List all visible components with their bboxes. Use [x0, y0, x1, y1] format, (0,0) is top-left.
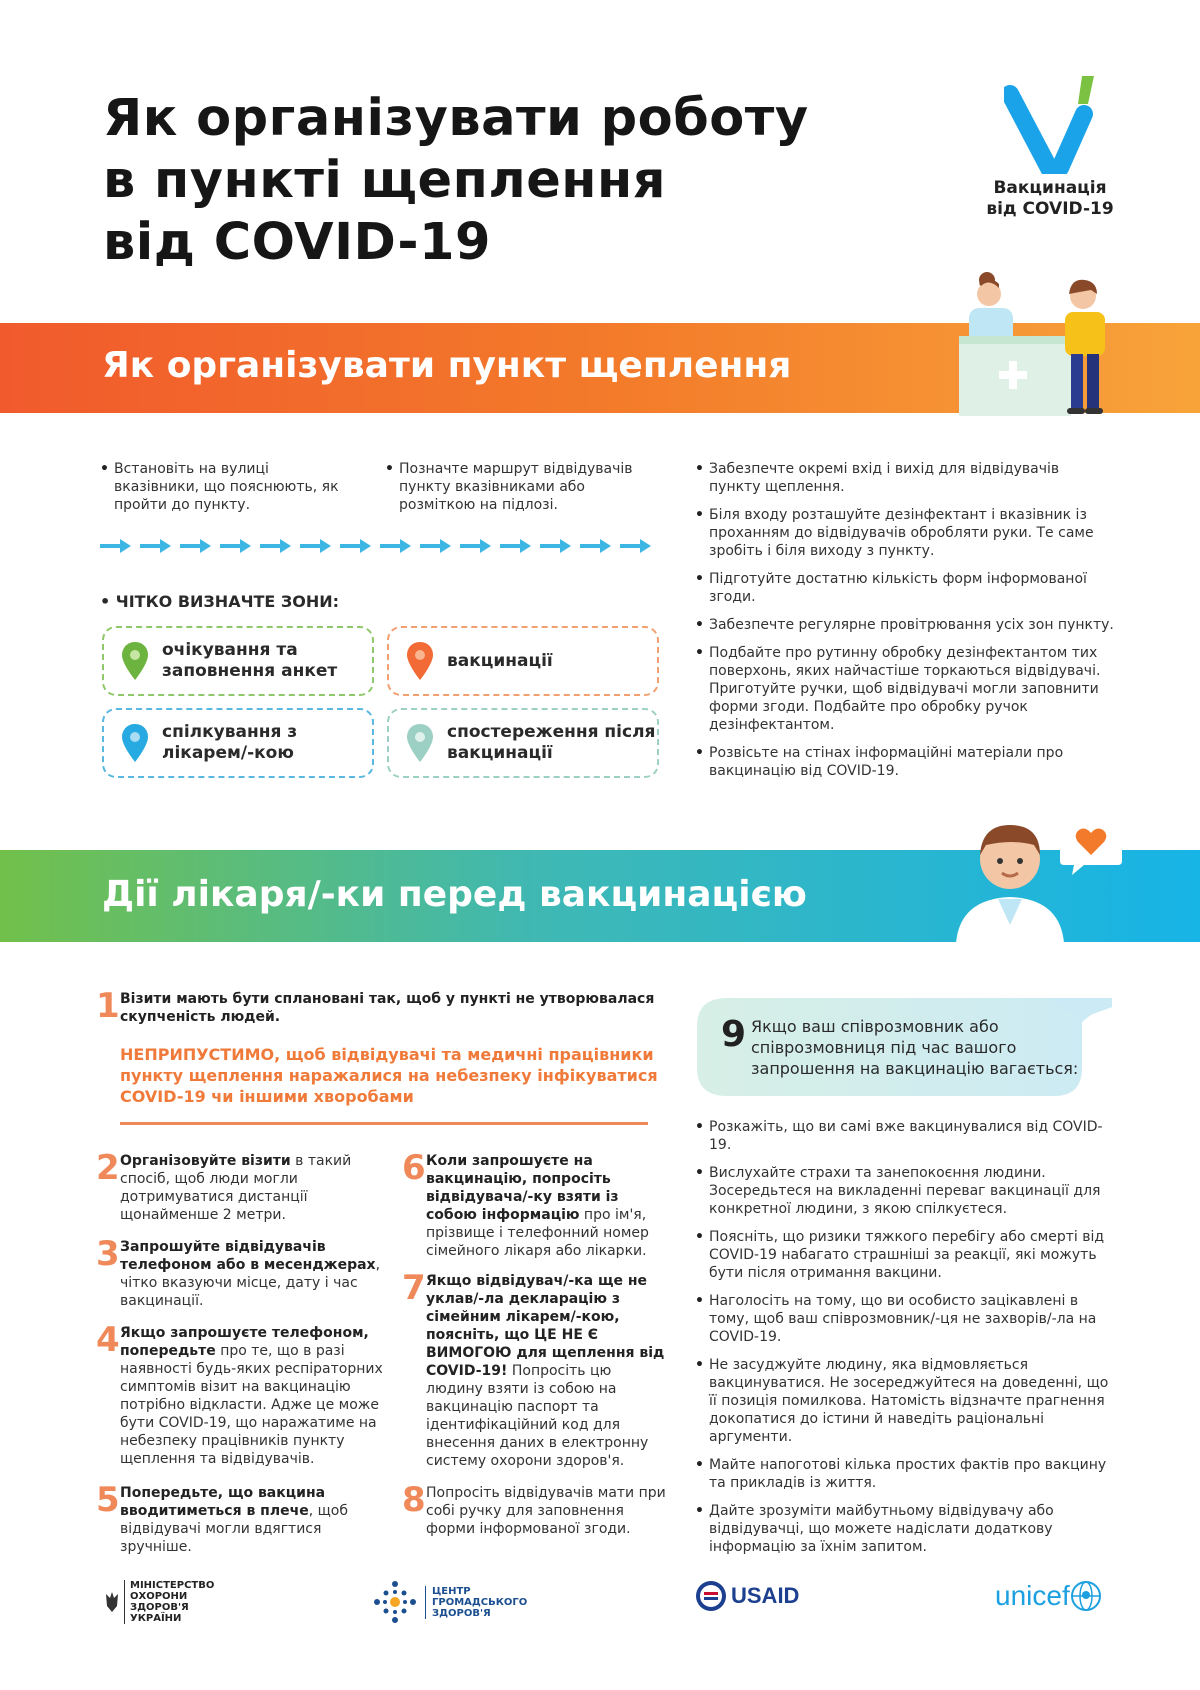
zone-label: спостереження після вакцинації	[447, 722, 656, 763]
dots-emblem-icon	[373, 1580, 417, 1624]
v-logo-icon	[1004, 74, 1096, 174]
unicef-globe-icon	[1070, 1580, 1102, 1612]
list-item: • Встановіть на вулиці вказівники, що пояснюють, як пройти до пункту.	[100, 460, 350, 514]
organization-tips-list	[695, 460, 1115, 790]
step-number: 8	[402, 1480, 426, 1520]
logo-text-line: ЗДОРОВ'Я	[432, 1607, 491, 1619]
hesitation-bubble	[697, 998, 1112, 1096]
usaid-logo	[695, 1580, 799, 1612]
step-bold-text: Попередьте, що вакцина вводитиметься в плече	[120, 1485, 326, 1519]
list-item: • Поясніть, що ризики тяжкого перебігу або смерті від COVID-19 набагато страшніші за реакції, які можуть бути після отримання вакцини.	[695, 1228, 1120, 1282]
logo-text-line: МІНІСТЕРСТВО	[130, 1580, 215, 1591]
list-item: • Вислухайте страхи та занепокоєння людини. Зосередьтеся на викладенні переваг вакцинації для конкретної людини, з якою спілкуєтеся.	[695, 1164, 1120, 1218]
step-text: в такий спосіб, щоб люди могли дотримуватися дистанції щонайменше 2 метри.	[120, 1153, 352, 1223]
zone-label: очікування та заповнення анкет	[162, 640, 338, 681]
step-6	[402, 1148, 672, 1260]
step-bold-text: Якщо запрошуєте телефоном, попередьте	[120, 1325, 369, 1359]
zone-label: вакцинації	[447, 650, 553, 671]
page-title-line: в пункті щеплення	[103, 151, 667, 210]
zones-heading: • ЧІТКО ВИЗНАЧТЕ ЗОНИ:	[100, 592, 339, 611]
logo-text-line: ЦЕНТР	[432, 1585, 471, 1597]
street-signs-list	[100, 460, 350, 514]
map-pin-icon	[407, 724, 433, 762]
step-number: 9	[721, 1014, 747, 1055]
step-number: 2	[96, 1148, 120, 1188]
list-item: • Не засуджуйте людину, яка відмовляється вакцинуватися. Не зосереджуйтеся на доведенні, що її позиція помилкова. Натомість відзначте прагнення докопатися до істини й наведіть раціональні аргументи.	[695, 1356, 1120, 1446]
map-pin-icon	[407, 642, 433, 680]
brand-text-line: від COVID-19	[986, 199, 1114, 219]
logo-text-line: ЗДОРОВ'Я	[130, 1602, 189, 1613]
page-title-line: від COVID-19	[103, 213, 491, 272]
step-4	[96, 1320, 386, 1468]
step-3	[96, 1234, 386, 1310]
step-bold-text: Організовуйте візити	[120, 1153, 291, 1169]
doctor-illustration-icon	[952, 815, 1122, 943]
logo-text-line: УКРАЇНИ	[130, 1613, 182, 1624]
list-item: • Розкажіть, що ви самі вже вакцинувалися від COVID-19.	[695, 1118, 1120, 1154]
list-item: • Забезпечте окремі вхід і вихід для відвідувачів пункту щеплення.	[695, 460, 1115, 496]
vaccination-brand-logo	[980, 74, 1120, 220]
step-text: про ім'я, прізвище і телефонний номер сімейного лікаря або лікарки.	[426, 1207, 649, 1259]
step-2	[96, 1148, 386, 1224]
zone-observation	[387, 708, 659, 778]
public-health-center-logo	[373, 1580, 527, 1624]
logo-text-line: ГРОМАДСЬКОГО	[432, 1596, 528, 1608]
warning-text: НЕПРИПУСТИМО, щоб відвідувачі та медичні працівники пункту щеплення наражалися на небезпеку інфікуватися COVID-19 чи іншими хворобами	[120, 1045, 658, 1106]
section-title: Дії лікаря/-ки перед вакцинацією	[102, 874, 807, 915]
map-pin-icon	[122, 642, 148, 680]
hesitation-tips-list	[695, 1118, 1120, 1566]
list-item: • Біля входу розташуйте дезінфектант і вказівник із проханням до відвідувачів обробляти руки. Те саме зробіть і біля виходу з пункту.	[695, 506, 1115, 560]
zone-doctor-talk	[102, 708, 374, 778]
list-item: • Подбайте про рутинну обробку дезінфектантом тих поверхонь, яких найчастіше торкаються відвідувачі. Приготуйте ручки, щоб відвідувачі могли заповнити форми згоди. Подбайте про обробку ручок дезінфектантом.	[695, 644, 1115, 734]
page-title-line: Як організувати роботу	[103, 89, 809, 148]
bubble-text: Якщо ваш співрозмовник або співрозмовниця під час вашого запрошення на вакцинацію вагається:	[751, 1017, 1079, 1078]
list-item: • Майте напоготові кілька простих фактів про вакцину та прикладів із життя.	[695, 1456, 1120, 1492]
list-item: • Підготуйте достатню кількість форм інформованої згоди.	[695, 570, 1115, 606]
list-item: • Позначте маршрут відвідувачів пункту вказівниками або розміткою на підлозі.	[385, 460, 655, 514]
step-text: , чітко вказуючи місце, дату і час вакцинації.	[120, 1257, 381, 1309]
zone-label: спілкування з лікарем/-кою	[162, 722, 298, 763]
unicef-text: unicef	[995, 1580, 1070, 1611]
step-bold-text: Якщо відвідувач/-ка ще не уклав/-ла декларацію з сімейним лікарем/-кою, поясніть, що ЦЕ НЕ Є ВИМОГОЮ для щеплення від COVID-19!	[426, 1273, 665, 1379]
usaid-seal-icon	[695, 1580, 727, 1612]
divider	[120, 1122, 648, 1125]
logo-text-line: ОХОРОНИ	[130, 1591, 188, 1602]
step-text: Попросіть відвідувачів мати при собі ручку для заповнення форми інформованої згоди.	[426, 1485, 666, 1537]
brand-text-line: Вакцинація	[993, 178, 1107, 198]
section-title: Як організувати пункт щеплення	[102, 345, 792, 386]
list-item: • Дайте зрозуміти майбутньому відвідувачу або відвідувачці, що можете надіслати додаткову інформацію за їхнім запитом.	[695, 1502, 1120, 1556]
list-item: • Наголосіть на тому, що ви особисто зацікавлені в тому, щоб ваш співрозмовник/-ця не захворів/-ла на COVID-19.	[695, 1292, 1120, 1346]
zone-vaccination	[387, 626, 659, 696]
step-number: 6	[402, 1148, 426, 1188]
map-pin-icon	[122, 724, 148, 762]
page-title	[103, 88, 863, 274]
step-bold-text: Коли запрошуєте на вакцинацію, попросіть відвідувача/-ку взяти із собою інформацію	[426, 1153, 619, 1223]
step-8	[402, 1480, 672, 1538]
ministry-logo	[105, 1580, 214, 1624]
step-text: Попросіть цю людину взяти із собою на вакцинацію паспорт та ідентифікаційний код для внесення даних в електронну систему охорони здоров'я.	[426, 1363, 649, 1469]
step-number: 3	[96, 1234, 120, 1274]
step-1	[96, 986, 656, 1026]
step-number: 4	[96, 1320, 120, 1360]
step-text: про те, що в разі наявності будь-яких респіраторних симптомів візит на вакцинацію потрібно відкласти. Адже це може бути COVID-19, що наражатиме на небезпеку працівників пункту щеплення та відвідувачів.	[120, 1343, 383, 1467]
step-bold-text: Візити мають бути сплановані так, щоб у пункті не утворювалася скупченість людей.	[120, 991, 655, 1025]
step-bold-text: Запрошуйте відвідувачів телефоном або в месенджерах	[120, 1239, 376, 1273]
step-number: 5	[96, 1480, 120, 1520]
step-text: , щоб відвідувачі могли вдягтися зручніше.	[120, 1503, 349, 1555]
list-item: • Забезпечте регулярне провітрювання усіх зон пункту.	[695, 616, 1115, 634]
route-arrows-icon	[100, 536, 660, 556]
reception-desk-illustration-icon	[955, 266, 1125, 416]
step-number: 7	[402, 1268, 426, 1308]
list-item: • Розвісьте на стінах інформаційні матеріали про вакцинацію від COVID-19.	[695, 744, 1115, 780]
usaid-text: USAID	[731, 1583, 800, 1608]
trident-icon	[105, 1592, 119, 1612]
step-5	[96, 1480, 386, 1556]
step-number: 1	[96, 986, 120, 1026]
zone-waiting	[102, 626, 374, 696]
step-7	[402, 1268, 672, 1470]
route-markings-list	[385, 460, 655, 514]
unicef-logo	[995, 1580, 1102, 1612]
